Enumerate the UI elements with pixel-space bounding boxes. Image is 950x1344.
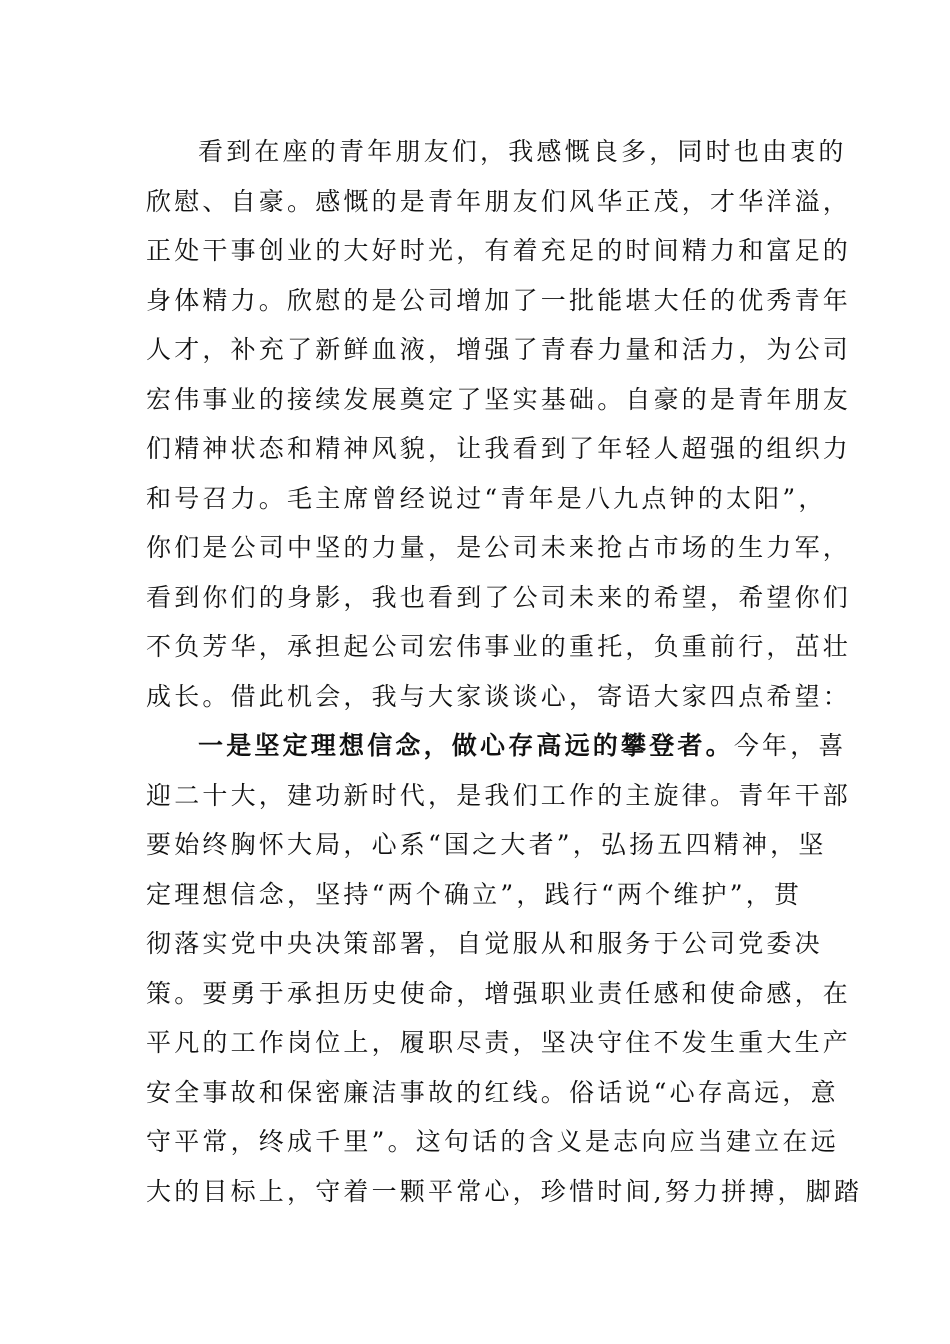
paragraph-line: 守平常，终成千里”。这句话的含义是志向应当建立在远 [146, 1127, 839, 1156]
paragraph-line: 迎二十大，建功新时代，是我们工作的主旋律。青年干部 [146, 780, 852, 810]
paragraph-line: 和号召力。毛主席曾经说过“青年是八九点钟的太阳”， [146, 483, 827, 513]
section-heading: 一是坚定理想信念，做心存高远的攀登者。 [198, 731, 734, 760]
paragraph-line: 正处干事创业的大好时光，有着充足的时间精力和富足的 [146, 236, 852, 265]
paragraph-line: 成长。借此机会，我与大家谈谈心，寄语大家四点希望： [146, 681, 852, 711]
paragraph-2 [146, 721, 863, 1216]
paragraph-first-line [146, 721, 847, 771]
paragraph-line: 安全事故和保密廉洁事故的红线。俗话说“心存高远，意 [146, 1077, 839, 1107]
paragraph-line: 平凡的工作岗位上，履职尽责，坚决守住不发生重大生产 [146, 1028, 852, 1057]
paragraph-line: 看到在座的青年朋友们，我感慨良多，同时也由衷的 [198, 137, 847, 166]
paragraph-line: 定理想信念，坚持“两个确立”，践行“两个维护”，贯 [146, 879, 803, 909]
paragraph-line: 欣慰、自豪。感慨的是青年朋友们风华正茂，才华洋溢， [146, 186, 852, 216]
paragraph-line: 身体精力。欣慰的是公司增加了一批能堪大任的优秀青年 [146, 285, 852, 315]
paragraph-line: 看到你们的身影，我也看到了公司未来的希望，希望你们 [146, 582, 852, 612]
paragraph-line: 们精神状态和精神风貌，让我看到了年轻人超强的组织力 [146, 434, 852, 463]
paragraph-line: 不负芳华，承担起公司宏伟事业的重托，负重前行，茁壮 [146, 632, 852, 661]
paragraph-line: 要始终胸怀大局，心系“国之大者”，弘扬五四精神，坚 [146, 830, 827, 859]
paragraph-1 [146, 127, 852, 721]
paragraph-line: 你们是公司中坚的力量，是公司未来抢占市场的生力军， [146, 533, 852, 562]
paragraph-line: 人才，补充了新鲜血液，增强了青春力量和活力，为公司 [146, 335, 852, 364]
paragraph-line-rest: 今年，喜 [733, 731, 847, 760]
paragraph-line: 宏伟事业的接续发展奠定了坚实基础。自豪的是青年朋友 [146, 384, 852, 414]
paragraph-line: 大的目标上，守着一颗平常心，珍惜时间,努力拼搏，脚踏 [146, 1176, 863, 1206]
paragraph-line: 策。要勇于承担历史使命，增强职业责任感和使命感，在 [146, 978, 852, 1008]
document-body [146, 127, 863, 1216]
paragraph-line: 彻落实党中央决策部署，自觉服从和服务于公司党委决 [146, 929, 823, 958]
